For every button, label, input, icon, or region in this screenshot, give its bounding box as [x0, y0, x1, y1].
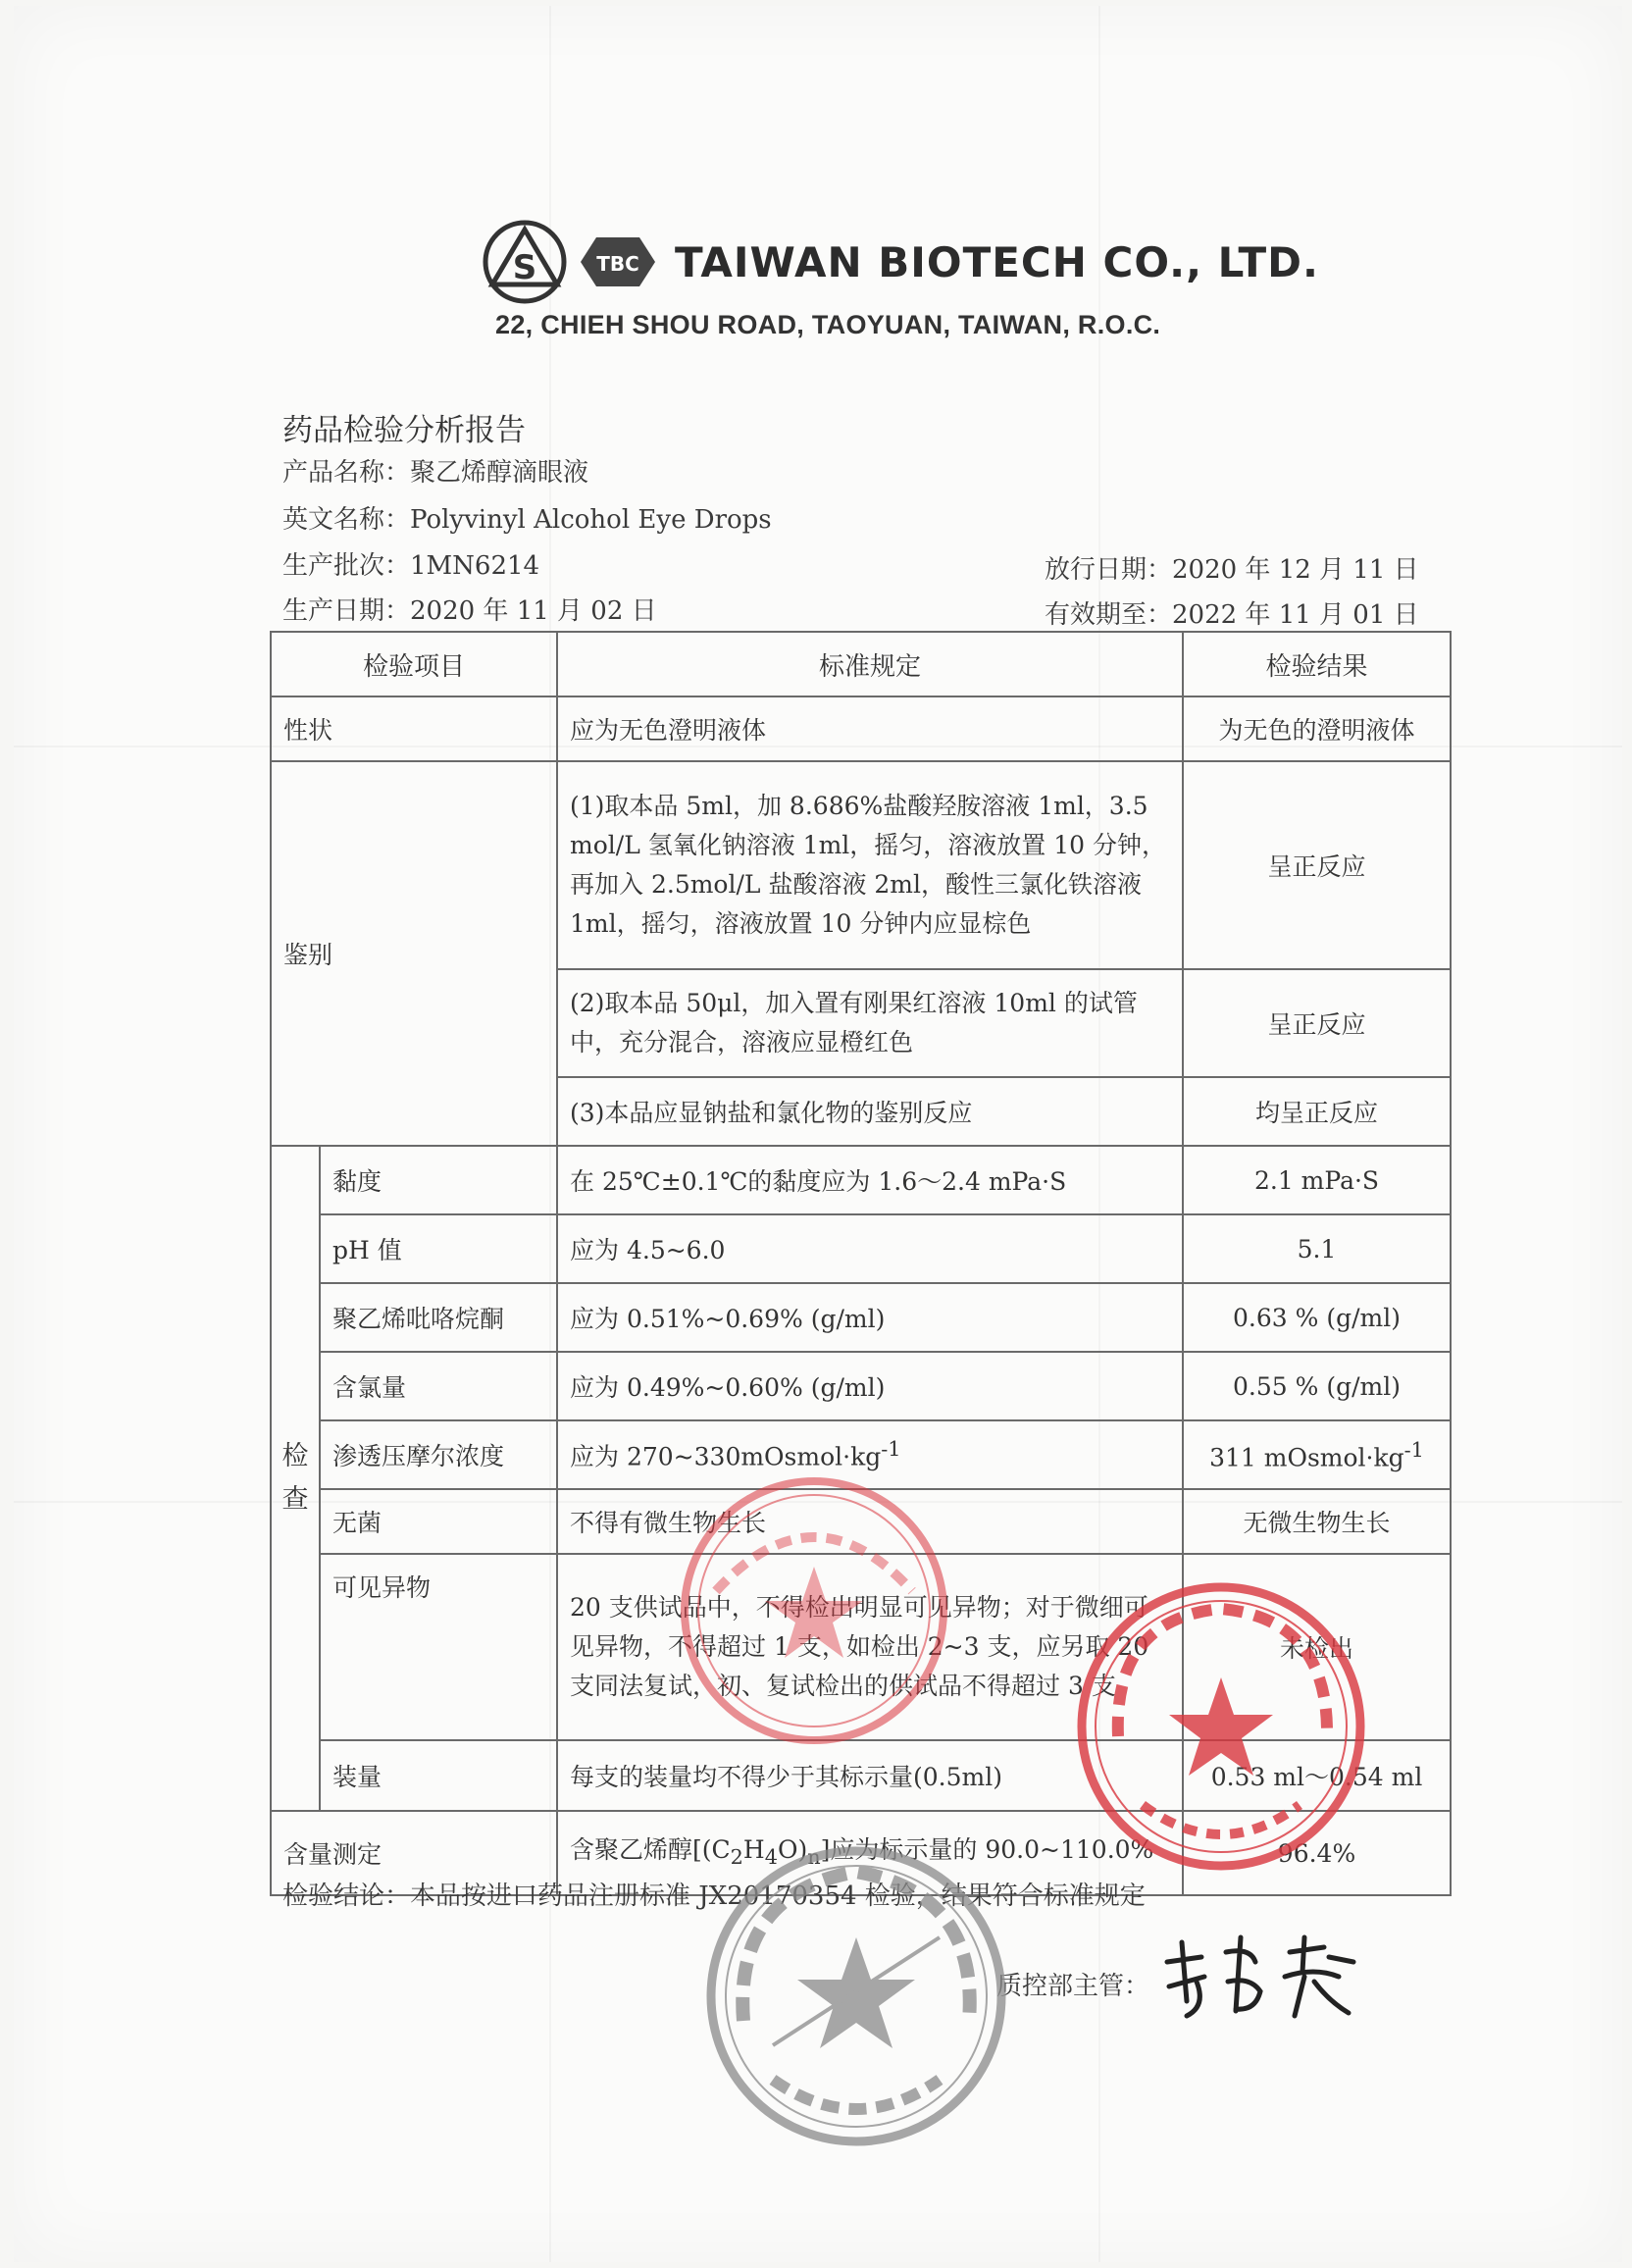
- appearance-label: 性状: [271, 696, 557, 761]
- assay-label: 含量测定: [271, 1811, 557, 1895]
- inspection-result: 2.1 mPa·S: [1183, 1146, 1451, 1214]
- handwritten-signature-icon: [1157, 1923, 1393, 2031]
- batch-number: 生产批次：1MN6214: [282, 551, 540, 581]
- inspection-item: 含氯量: [320, 1352, 557, 1420]
- inspection-standard: 应为 4.5~6.0: [557, 1214, 1183, 1283]
- product-name: 产品名称：聚乙烯醇滴眼液: [282, 458, 589, 488]
- company-header: [483, 218, 1319, 306]
- report-title: 药品检验分析报告: [282, 413, 526, 448]
- table-row: [271, 1283, 1451, 1352]
- table-row: [271, 696, 1451, 761]
- svg-text:S: S: [512, 248, 537, 287]
- inspection-item: 可见异物: [320, 1554, 557, 1740]
- identification-result-2: 呈正反应: [1183, 969, 1451, 1077]
- qc-manager-label: 质控部主管：: [996, 1972, 1150, 2001]
- inspection-standard: 每支的装量均不得少于其标示量(0.5ml): [557, 1740, 1183, 1811]
- identification-label: 鉴别: [271, 761, 557, 1146]
- appearance-standard: 应为无色澄明液体: [557, 696, 1183, 761]
- inspection-standard: 应为 0.51%~0.69% (g/ml): [557, 1283, 1183, 1352]
- assay-result: 96.4%: [1183, 1811, 1451, 1895]
- inspection-standard: 在 25℃±0.1℃的黏度应为 1.6～2.4 mPa·S: [557, 1146, 1183, 1214]
- inspection-result: 0.63 % (g/ml): [1183, 1283, 1451, 1352]
- grey-quality-seal-icon: [704, 1844, 1008, 2148]
- inspection-standard: 应为 $270\sim 330mOsmol\cdot kg^{-1}$: [557, 1420, 1183, 1489]
- identification-standard-1: (1)取本品 5ml，加 8.686%盐酸羟胺溶液 1ml，3.5 mol/L 氢氧化钠溶液 1ml，摇匀，溶液放置 10 分钟，再加入 2.5mol/L 盐酸溶液 2ml，酸性三氯化铁溶液 1ml，摇匀，溶液放置 10 分钟内应显棕色: [557, 761, 1183, 969]
- inspection-result: 0.55 % (g/ml): [1183, 1352, 1451, 1420]
- release-date: 放行日期：2020 年 12 月 11 日: [1045, 555, 1419, 585]
- inspection-item: 渗透压摩尔浓度: [320, 1420, 557, 1489]
- identification-result-1: 呈正反应: [1183, 761, 1451, 969]
- header-result: 检验结果: [1183, 632, 1451, 696]
- identification-result-3: 均呈正反应: [1183, 1077, 1451, 1146]
- company-name: TAIWAN BIOTECH CO., LTD.: [675, 237, 1319, 286]
- test-conclusion: 检验结论：本品按进口药品注册标准 JX20170354 检验，结果符合标准规定: [282, 1881, 1146, 1911]
- table-row: [271, 1214, 1451, 1283]
- inspection-standard: 应为 0.49%~0.60% (g/ml): [557, 1352, 1183, 1420]
- inspection-item: 无菌: [320, 1489, 557, 1554]
- inspection-label: 检 查: [271, 1146, 320, 1811]
- header-standard: 标准规定: [557, 632, 1183, 696]
- table-row: [271, 761, 1451, 969]
- company-address: 22, CHIEH SHOU ROAD, TAOYUAN, TAIWAN, R.O.C.: [495, 310, 1161, 339]
- inspection-item: 聚乙烯吡咯烷酮: [320, 1283, 557, 1352]
- inspection-item: pH 值: [320, 1214, 557, 1283]
- inspection-item: 装量: [320, 1740, 557, 1811]
- inspection-standard: 20 支供试品中，不得检出明显可见异物；对于微细可见异物，不得超过 1 支，如检出 2~3 支，应另取 20 支同法复试，初、复试检出的供试品不得超过 3 支: [557, 1554, 1183, 1740]
- table-header-row: [271, 632, 1451, 696]
- inspection-item: 黏度: [320, 1146, 557, 1214]
- red-company-seal-icon: [1074, 1579, 1368, 1874]
- appearance-result: 为无色的澄明液体: [1183, 696, 1451, 761]
- inspection-result: 311 $mOsmol\cdot kg^{-1}$: [1183, 1420, 1451, 1489]
- identification-standard-3: (3)本品应显钠盐和氯化物的鉴别反应: [557, 1077, 1183, 1146]
- production-date: 生产日期：2020 年 11 月 02 日: [282, 596, 657, 626]
- svg-text:TBC: TBC: [596, 252, 639, 276]
- english-name: 英文名称：Polyvinyl Alcohol Eye Drops: [282, 505, 772, 535]
- identification-standard-2: (2)取本品 50μl，加入置有刚果红溶液 10ml 的试管中，充分混合，溶液应显橙红色: [557, 969, 1183, 1077]
- header-item: 检验项目: [271, 632, 557, 696]
- inspection-result: 未检出: [1183, 1554, 1451, 1740]
- expiry-date: 有效期至：2022 年 11 月 01 日: [1045, 600, 1419, 630]
- company-triangle-logo-icon: [483, 220, 567, 304]
- inspection-result: 无微生物生长: [1183, 1489, 1451, 1554]
- inspection-standard: 不得有微生物生长: [557, 1489, 1183, 1554]
- inspection-result: 5.1: [1183, 1214, 1451, 1283]
- table-row: [271, 1146, 1451, 1214]
- tbc-badge-logo-icon: [579, 235, 657, 288]
- table-row: [271, 1352, 1451, 1420]
- red-seal-stamp-icon: [677, 1473, 951, 1748]
- assay-standard: 含聚乙烯醇$[(C_2H_4O)_n]$应为标示量的 90.0~110.0%: [557, 1811, 1183, 1895]
- inspection-result: 0.53 ml～0.54 ml: [1183, 1740, 1451, 1811]
